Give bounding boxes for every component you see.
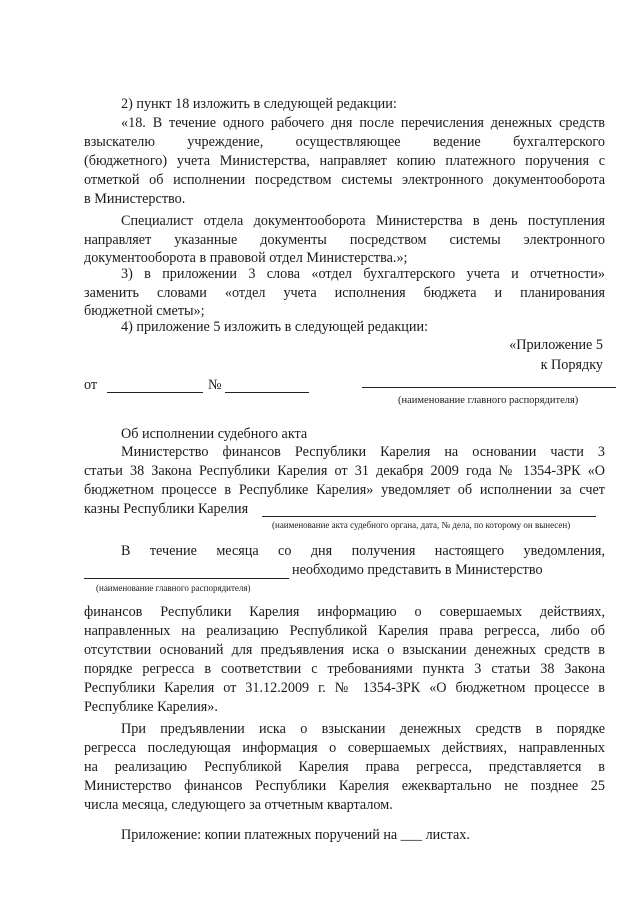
paragraph-line: Министерство финансов Республики Карелия на основании части 3	[121, 444, 605, 460]
paragraph-line: статьи 38 Закона Республики Карелия от 31 декабря 2009 года № 1354-ЗРК «О	[84, 463, 605, 479]
paragraph-line: направляет указанные документы посредством системы электронного	[84, 232, 605, 248]
manager-blank-line	[84, 578, 289, 579]
annex-header-line: к Порядку	[540, 357, 603, 373]
paragraph-line: бюджетном процессе в Республике Карелия» уведомляет об исполнении за счет	[84, 482, 605, 498]
paragraph-line: Министерство финансов Республики Карелия ежеквартально не позднее 25	[84, 778, 605, 794]
paragraph-line: в Министерство.	[84, 191, 186, 207]
manager-caption: (наименование главного распорядителя)	[96, 583, 251, 593]
paragraph-line: Республики Карелия от 31.12.2009 г. № 1354-ЗРК «О бюджетном процессе в	[84, 680, 605, 696]
paragraph-line: В течение месяца со дня получения настоящего уведомления,	[121, 543, 605, 559]
number-blank-line	[225, 392, 309, 393]
paragraph-line: (бюджетного) учета Министерства, направляет копию платежного поручения с	[84, 153, 605, 169]
paragraph-line: При предъявлении иска о взыскании денежных средств в порядке	[121, 721, 605, 737]
paragraph-line: Специалист отдела документооборота Министерства в день поступления	[121, 213, 605, 229]
paragraph-line: заменить словами «отдел учета исполнения бюджета и планирования	[84, 285, 605, 301]
subject-line: Об исполнении судебного акта	[121, 426, 308, 442]
number-label: №	[208, 377, 222, 393]
paragraph-line: направленных на реализацию Республикой Карелия права регресса, либо об	[84, 623, 605, 639]
court-act-blank-line	[262, 516, 596, 517]
paragraph-line: регресса последующая информация о совершаемых действиях, направленных	[84, 740, 605, 756]
paragraph-line: на реализацию Республикой Карелия права регресса, представляется в	[84, 759, 605, 775]
paragraph-line: Республике Карелия».	[84, 699, 218, 715]
date-label: от	[84, 377, 98, 393]
attachment-line: Приложение: копии платежных поручений на ___ листах.	[121, 827, 470, 843]
paragraph-line: 3) в приложении 3 слова «отдел бухгалтерского учета и отчетности»	[121, 266, 605, 282]
paragraph-line: документооборота в правовой отдел Министерства.»;	[84, 250, 408, 266]
paragraph-line: порядке регресса в соответствии с требованиями пункта 3 статьи 38 Закона	[84, 661, 605, 677]
paragraph-line: «18. В течение одного рабочего дня после перечисления денежных средств	[121, 115, 605, 131]
paragraph-line: финансов Республики Карелия информацию о совершаемых действиях,	[84, 604, 605, 620]
paragraph-line: бюджетной сметы»;	[84, 303, 205, 319]
paragraph-line: казны Республики Карелия	[84, 501, 249, 517]
paragraph-line: необходимо представить в Министерство	[292, 562, 543, 578]
paragraph-line: отметкой об исполнении посредством системы электронного документооборота	[84, 172, 605, 188]
recipient-caption: (наименование главного распорядителя)	[398, 395, 579, 406]
paragraph-line: отсутствии оснований для предъявления иска о взыскании денежных средств в	[84, 642, 605, 658]
annex-header-line: «Приложение 5	[509, 337, 603, 353]
paragraph-line: 2) пункт 18 изложить в следующей редакции:	[121, 96, 397, 112]
paragraph-line: числа месяца, следующего за отчетным кварталом.	[84, 797, 393, 813]
paragraph-line: 4) приложение 5 изложить в следующей редакции:	[121, 319, 429, 335]
paragraph-line: взыскателю учреждение, осуществляющее ведение бухгалтерского	[84, 134, 605, 150]
court-act-caption: (наименование акта судебного органа, дата, № дела, по которому он вынесен)	[272, 520, 571, 530]
date-blank-line	[107, 392, 203, 393]
recipient-blank-line	[362, 387, 616, 388]
